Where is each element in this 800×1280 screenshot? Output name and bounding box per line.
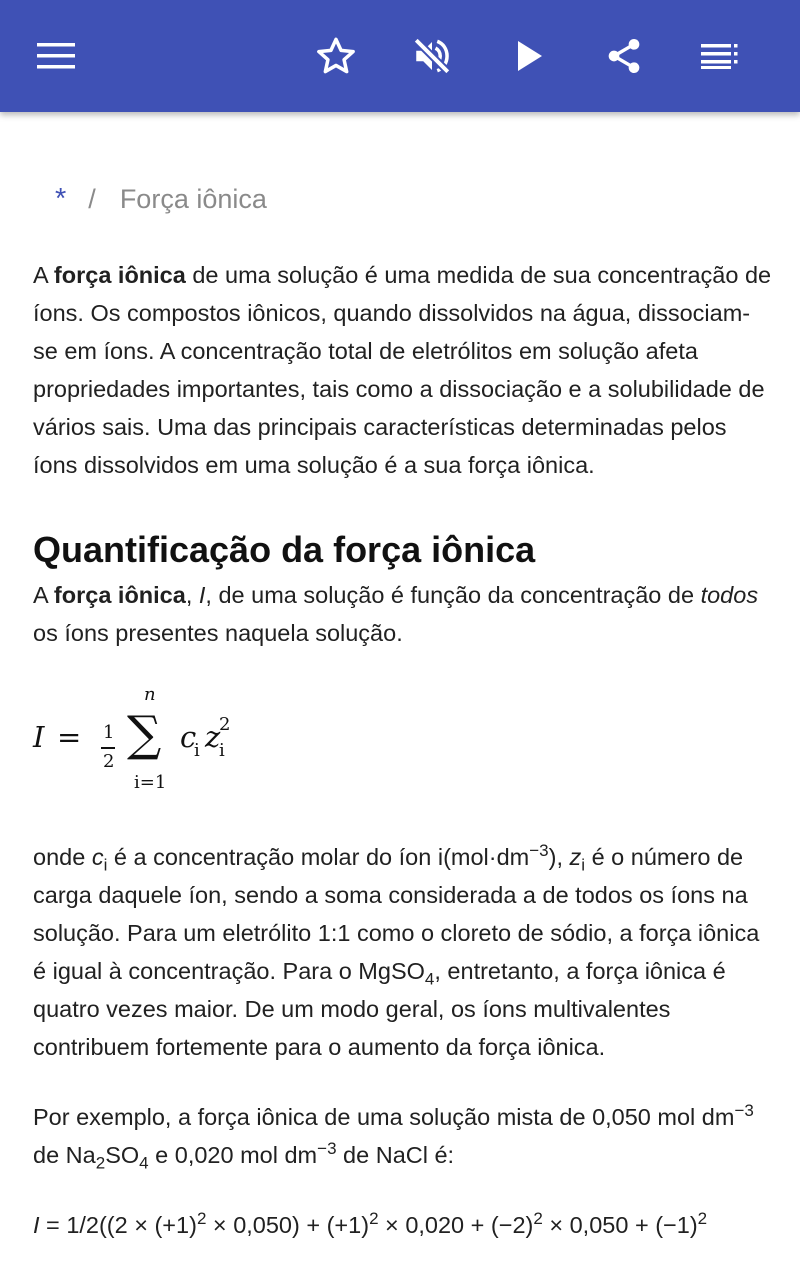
formula-denominator: 2 xyxy=(103,751,115,772)
explanation-paragraph: onde $c_i$ é a concentração molar do íon $i(mol\cdot dm^{-3})$, $z_i$ é o número de carga daquele íon, sendo a soma considerada a de todos os íons na solução. Para um eletrólito 1:1 como o cloreto de sódio, a força iônica é igual à concentração. Para o MgSO$_4$, entretanto, a força iônica é quatro vezes maior. De um modo geral, os íons multivalentes contribuem fortemente para o aumento da força iônica. xyxy=(33,841,760,1060)
bold-term: força iônica xyxy=(53,262,186,288)
intro-paragraph: A força iônica de uma solução é uma medida de sua concentração de íons. Os compostos iônicos, quando dissolvidos na água, dissociam-se em íons. A concentração total de eletrólitos em solução afeta propriedades importantes, tais como a dissociação e a solubilidade de vários sais. Uma das principais características determinadas pelos íons dissolvidos em uma solução é a sua força iônica. xyxy=(33,262,772,478)
formula-upper-limit: n xyxy=(144,684,156,705)
menu-button[interactable] xyxy=(24,24,88,88)
breadcrumb-separator: / xyxy=(88,184,96,214)
formula-numerator: 1 xyxy=(103,722,115,743)
formula-c: c xyxy=(180,720,197,754)
share-button[interactable] xyxy=(592,24,656,88)
breadcrumb-current: Força iônica xyxy=(119,184,267,214)
contents-button[interactable] xyxy=(688,24,752,88)
calculation-line: $I = 1/2((2 \times (+1)^2 \times 0,050) + (+1)^2 \times 0,020 + (-2)^2 \times 0,050 + (-1)^2$ xyxy=(33,1209,708,1238)
formula-equals: = xyxy=(57,720,82,754)
formula-sum-sign: ∑ xyxy=(127,706,162,762)
example-paragraph: Por exemplo, a força iônica de uma solução mista de 0,050 mol $dm^{-3}$ de $Na_2SO_4$ e 0,020 mol $dm^{-3}$ de NaCl é: xyxy=(33,1101,754,1173)
volume-off-icon xyxy=(411,35,453,77)
share-icon xyxy=(604,36,644,76)
formula-fraction-bar xyxy=(101,747,115,749)
bookmark-button[interactable] xyxy=(304,24,368,88)
star-outline-icon xyxy=(315,35,357,77)
play-icon xyxy=(515,40,545,72)
mute-button[interactable] xyxy=(400,24,464,88)
app-bar xyxy=(0,0,800,112)
menu-icon xyxy=(37,42,75,70)
formula-c-subscript: i xyxy=(194,740,200,761)
formula-lower-limit: i=1 xyxy=(134,772,167,793)
formula-z-superscript: 2 xyxy=(219,714,231,735)
formula-z: z xyxy=(205,720,221,754)
play-button[interactable] xyxy=(498,24,562,88)
breadcrumb xyxy=(55,170,773,228)
section-heading: Quantificação da força iônica xyxy=(33,529,536,570)
ionic-strength-formula xyxy=(33,672,773,832)
formula-z-subscript: i xyxy=(219,740,225,761)
playlist-icon xyxy=(701,43,739,69)
formula-lhs: I xyxy=(33,720,45,754)
breadcrumb-home-link[interactable]: * xyxy=(55,183,67,215)
article-content xyxy=(33,170,773,1244)
definition-paragraph: A força iônica, I, de uma solução é função da concentração de todos os íons presentes naquela solução. xyxy=(33,582,759,646)
